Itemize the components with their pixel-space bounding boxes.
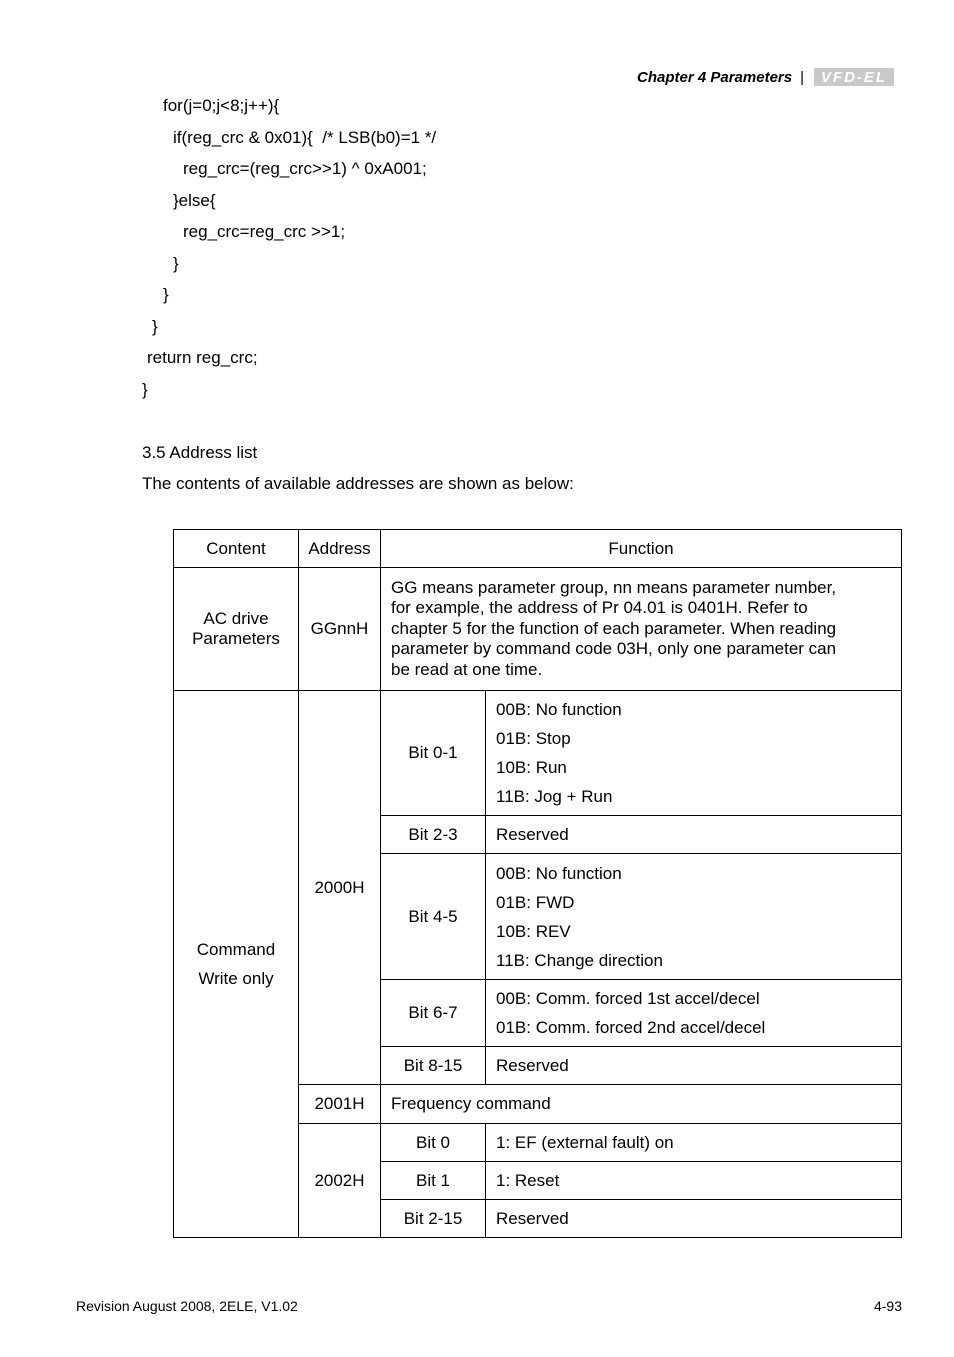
content-cell: AC drive Parameters <box>174 568 299 691</box>
table-row <box>174 568 902 691</box>
bit-cell: Bit 0-1 <box>381 691 486 816</box>
page-number: 4-93 <box>873 1298 902 1314</box>
bit-cell: Bit 2-15 <box>381 1200 486 1238</box>
header-address: Address <box>299 530 381 568</box>
header-separator: | <box>800 68 804 86</box>
bit-cell: Bit 6-7 <box>381 980 486 1047</box>
address-cell: 2001H <box>299 1085 381 1124</box>
function-cell: GG means parameter group, nn means parameter number, for example, the address of Pr 04.01 is 0401H. Refer to chapter 5 for the function of each parameter. When reading parameter by command code 03H, only one parameter can be read at one time. <box>381 568 902 691</box>
value-cell: Reserved <box>486 1200 902 1238</box>
code-line: }else{ <box>173 191 216 210</box>
value-cell: Reserved <box>486 1047 902 1085</box>
section-intro: The contents of available addresses are shown as below: <box>142 474 574 493</box>
code-line: reg_crc=(reg_crc>>1) ^ 0xA001; <box>183 159 427 178</box>
value-cell: 00B: No function 01B: FWD 10B: REV 11B: Change direction <box>486 854 902 980</box>
bit-cell: Bit 1 <box>381 1162 486 1200</box>
bit-cell: Bit 4-5 <box>381 854 486 980</box>
header-function: Function <box>381 530 902 568</box>
value-cell: Frequency command <box>381 1085 902 1124</box>
content-cell: Command Write only <box>174 691 299 1238</box>
code-line: } <box>142 380 148 399</box>
bit-cell: Bit 2-3 <box>381 816 486 854</box>
value-cell: 1: Reset <box>486 1162 902 1200</box>
value-cell: 00B: No function 01B: Stop 10B: Run 11B: Jog + Run <box>486 691 902 816</box>
table-header-row <box>174 530 902 568</box>
code-line: if(reg_crc & 0x01){ /* LSB(b0)=1 */ <box>173 128 437 147</box>
code-line: return reg_crc; <box>147 348 258 367</box>
footer-revision: Revision August 2008, 2ELE, V1.02 <box>76 1298 298 1314</box>
address-table <box>173 529 902 1238</box>
page-header <box>637 66 894 88</box>
bit-cell: Bit 8-15 <box>381 1047 486 1085</box>
section-title: 3.5 Address list <box>142 443 258 462</box>
code-line: } <box>152 317 158 336</box>
header-content: Content <box>174 530 299 568</box>
table-row <box>174 691 902 816</box>
code-line: } <box>173 254 179 273</box>
chapter-title: Chapter 4 Parameters <box>637 68 793 86</box>
code-line: reg_crc=reg_crc >>1; <box>183 222 346 241</box>
address-cell: 2000H <box>299 691 381 1085</box>
value-cell: Reserved <box>486 816 902 854</box>
address-cell: 2002H <box>299 1124 381 1238</box>
address-cell: GGnnH <box>299 568 381 691</box>
value-cell: 1: EF (external fault) on <box>486 1124 902 1162</box>
code-line: } <box>163 285 169 304</box>
bit-cell: Bit 0 <box>381 1124 486 1162</box>
value-cell: 00B: Comm. forced 1st accel/decel 01B: Comm. forced 2nd accel/decel <box>486 980 902 1047</box>
code-line: for(j=0;j<8;j++){ <box>163 96 280 115</box>
vfd-el-logo: VFD-EL <box>814 68 894 86</box>
